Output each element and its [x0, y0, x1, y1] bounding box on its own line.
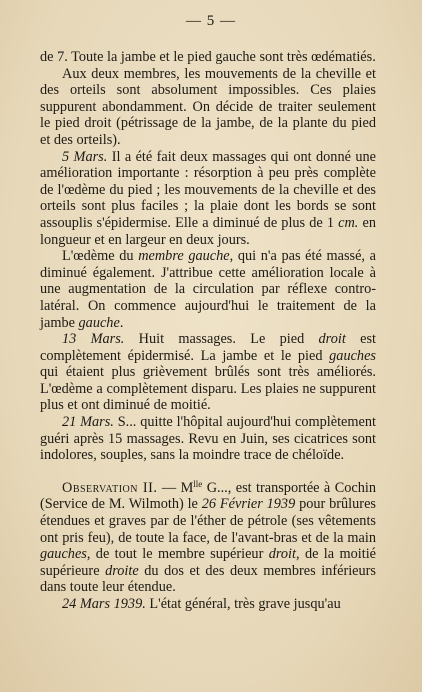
paragraph-3-text-b: en longueur et en largeur en deux jours. [40, 214, 376, 248]
emphasis-droit: droit [318, 331, 346, 348]
superscript-lle: lle [193, 478, 203, 489]
page-body [40, 49, 376, 613]
paragraph-4 [40, 248, 376, 331]
section-gap [40, 464, 376, 476]
paragraph-7-text-c: pour brûlures étendues et graves par de l'éther de pétrole (ses vêtements ont pris feu), de toute la face, de l'avant-bras et de la main [40, 496, 376, 546]
paragraph-8-text: L'état général, très grave jusqu'au [145, 596, 341, 612]
emphasis-membre-gauche: membre gauche [138, 248, 230, 265]
paragraph-4-text-b: , qui n'a pas été massé, a diminué également. J'attribue cette amélioration locale à une augmentation de la circulation par réflexe contro-latéral. On commence aujourd'hui le traitement de la jambe [40, 248, 376, 331]
emphasis-gauches: gauches [329, 347, 376, 364]
paragraph-3-text-a: Il a été fait deux massages qui ont donné une amélioration importante : résorption à peu près complète de l'œdème du pied ; les mouvements de la cheville et des orteils sont plus faciles ; la plaie dont les bords se sont assouplis s'épidermise. Elle a diminué de plus de 1 [40, 148, 376, 231]
paragraph-8 [40, 596, 376, 613]
paragraph-2: Aux deux membres, les mouvements de la cheville et des orteils sont absolument impossibles. Ces plaies suppurent abondamment. On décide de traiter seulement le pied droit (pétrissage de la jambe, de la plante du pied et des orteils). [40, 65, 376, 148]
paragraph-7-text-d: , de tout le membre supérieur [86, 546, 269, 563]
paragraph-7-text-e: , de la moitié supérieure [40, 546, 377, 579]
emphasis-gauches-2: gauches [40, 546, 87, 563]
paragraph-observation-2 [40, 476, 376, 596]
paragraph-3 [40, 149, 376, 249]
paragraph-4-text-a: L'œdème du [62, 248, 139, 265]
unit-cm: cm. [338, 214, 359, 231]
emphasis-droit-2: droit [268, 546, 296, 563]
paragraph-4-text-c: . [119, 314, 124, 331]
paragraph-6-text: S... quitte l'hôpital aujourd'hui complètement guéri après 15 massages. Revu en Juin, ses cicatrices sont indolores, souples, sans la moindre trace de chéloïde. [40, 414, 376, 464]
date-24-mars-1939: 24 Mars 1939. [62, 596, 146, 612]
date-5-mars: 5 Mars. [62, 148, 108, 165]
paragraph-5-text-c: qui étaient plus grièvement brûlés sont très améliorés. L'œdème a complètement disparu. Les plaies ne suppurent plus et ont diminué de moitié. [40, 364, 376, 414]
paragraph-7-text-a: — M [157, 479, 194, 496]
date-21-mars: 21 Mars. [62, 414, 114, 431]
observation-label: Observation II. [62, 479, 158, 496]
emphasis-gauche: gauche [78, 314, 120, 331]
date-13-mars: 13 Mars. [62, 331, 125, 348]
paragraph-1: de 7. Toute la jambe et le pied gauche sont très œdématiés. [40, 49, 376, 65]
emphasis-droite: droite [105, 562, 139, 579]
date-26-fevrier: 26 Février 1939 [201, 496, 296, 513]
paragraph-7-text-f: du dos et des deux membres inférieurs dans toute leur étendue. [40, 562, 377, 596]
paragraph-5 [40, 331, 376, 414]
paragraph-7-text-b: G..., est transportée à Cochin (Service de M. Wilmoth) le [40, 479, 376, 513]
page-number: — 5 — [186, 13, 236, 29]
paragraph-5-text-b: est complètement épidermisé. La jambe et le pied [40, 331, 376, 364]
paragraph-6 [40, 414, 376, 464]
paragraph-5-text-a: Huit massages. Le pied [124, 331, 319, 348]
